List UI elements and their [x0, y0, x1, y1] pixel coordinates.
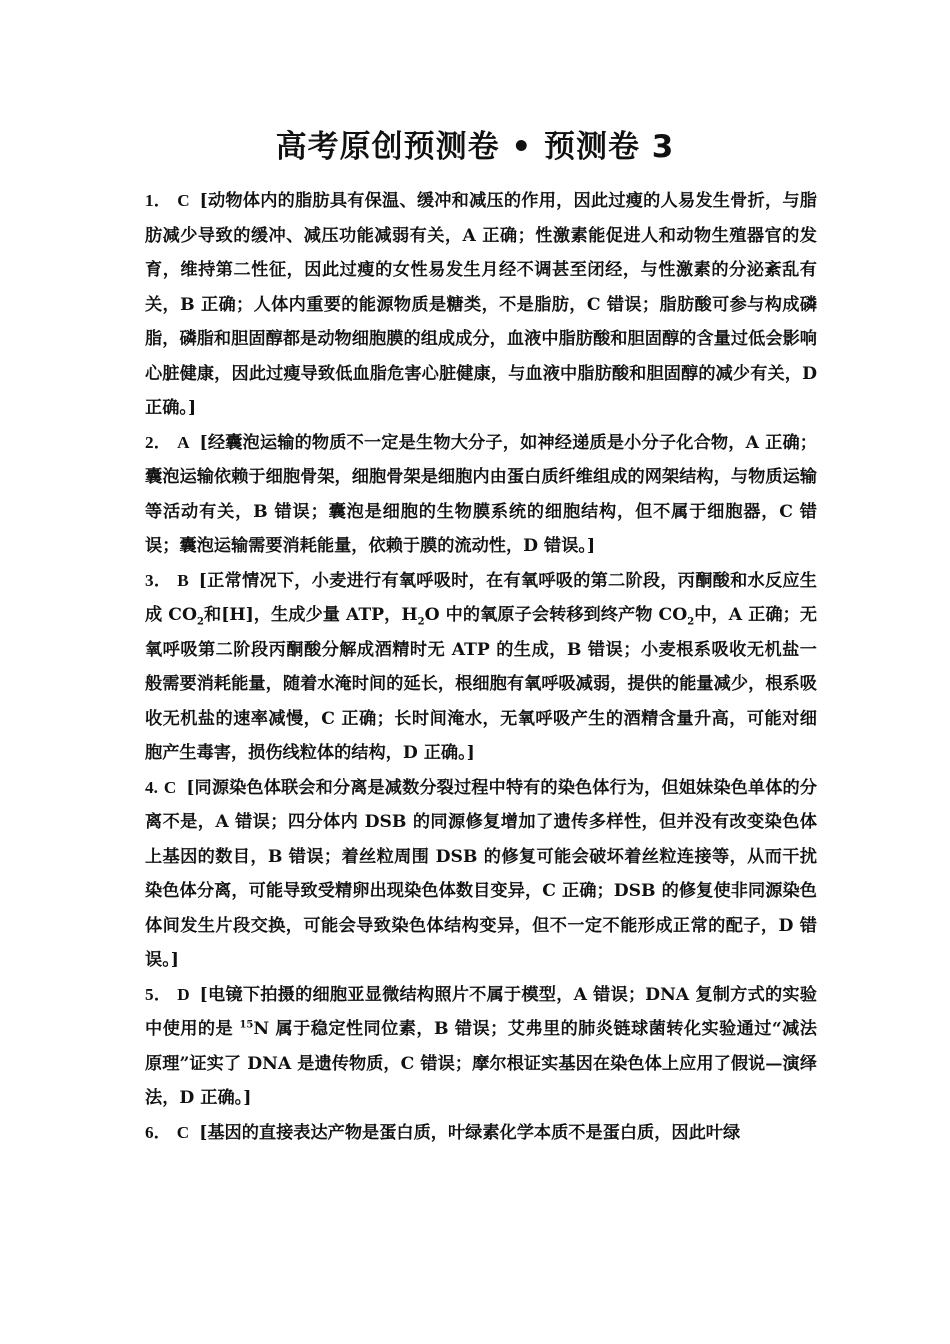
answer-option: B — [177, 570, 189, 590]
answer-option: C — [163, 777, 177, 797]
question-number: 4. — [145, 777, 158, 797]
answer-item-2 — [145, 426, 817, 564]
answer-item-3 — [145, 564, 817, 771]
question-number: 3． — [145, 570, 172, 590]
answer-explanation: [同源染色体联会和分离是减数分裂过程中特有的染色体行为，但姐妹染色单体的分离不是，A 错误；四分体内 DSB 的同源修复增加了遗传多样性，但并没有改变染色体上基因的数目，B 错误；着丝粒周围 DSB 的修复可能会破坏着丝粒连接等，从而干扰染色体分离，可能导致受精卵出现染色体数目变异，C 正确；DSB 的修复使非同源染色体间发生片段交换，可能会导致染色体结构变异，但不一定不能形成正常的配子，D 错误。] — [145, 777, 817, 970]
subscript: 2 — [196, 616, 204, 628]
answer-explanation: [动物体内的脂肪具有保温、缓冲和减压的作用，因此过瘦的人易发生骨折，与脂肪减少导致的缓冲、减压功能减弱有关，A 正确；性激素能促进人和动物生殖器官的发育，维持第二性征，因此过瘦的女性易发生月经不调甚至闭经，与性激素的分泌紊乱有关，B 正确；人体内重要的能源物质是糖类，不是脂肪，C 错误；脂肪酸可参与构成磷脂，磷脂和胆固醇都是动物细胞膜的组成成分，血液中脂肪酸和胆固醇的含量过低会影响心脏健康，因此过瘦导致低血脂危害心脏健康，与血液中脂肪酸和胆固醇的减少有关，D 正确。] — [145, 191, 817, 418]
answer-item-4 — [145, 771, 817, 978]
answer-option: C — [176, 1122, 190, 1142]
question-number: 6． — [145, 1122, 171, 1142]
answer-item-5 — [145, 978, 817, 1116]
answer-explanation-part: 和[H]，生成少量 ATP，H — [203, 605, 418, 625]
answer-explanation-part: [电镜下拍摄的细胞亚显微结构照片不属于模型，A 错误；DNA 复制方式的实验中使用的是 — [145, 984, 817, 1039]
answer-explanation: [经囊泡运输的物质不一定是生物大分子，如神经递质是小分子化合物，A 正确；囊泡运输依赖于细胞骨架，细胞骨架是细胞内由蛋白质纤维组成的网架结构，与物质运输等活动有关，B 错误；囊泡是细胞的生物膜系统的细胞结构，但不属于细胞器，C 错误；囊泡运输需要消耗能量，依赖于膜的流动性，D 错误。] — [145, 432, 817, 556]
answer-explanation-part: [正常情况下，小麦进行有氧呼吸时，在有氧呼吸的第二阶段，丙酮酸和水反应生成 CO — [145, 570, 817, 625]
answer-item-6 — [145, 1116, 817, 1151]
superscript: 15 — [239, 1019, 254, 1031]
answer-option: A — [177, 432, 190, 452]
answer-option: C — [177, 191, 190, 210]
subscript: 2 — [417, 616, 425, 628]
answer-item-1 — [145, 184, 817, 426]
subscript: 2 — [687, 616, 695, 628]
answer-explanation-part: N 属于稳定性同位素，B 错误；艾弗里的肺炎链球菌转化实验通过“减法原理”证实了 DNA 是遗传物质，C 错误；摩尔根证实基因在染色体上应用了假说—演绎法，D 正确。] — [145, 1019, 817, 1108]
page-title: 高考原创预测卷 • 预测卷 3 — [275, 129, 675, 165]
answer-explanation-part: O 中的氧原子会转移到终产物 CO — [424, 605, 688, 625]
question-number: 5． — [145, 984, 172, 1004]
answer-explanation-part: 中，A 正确；无氧呼吸第二阶段丙酮酸分解成酒精时无 ATP 的生成，B 错误；小麦根系吸收无机盐一般需要消耗能量，随着水淹时间的延长，根细胞有氧呼吸减弱，提供的能量减少，根系吸收无机盐的速率减慢，C 正确；长时间淹水，无氧呼吸产生的酒精含量升高，可能对细胞产生毒害，损伤线粒体的结构，D 正确。] — [145, 605, 818, 763]
answer-list — [145, 184, 817, 1150]
question-number: 2． — [145, 432, 172, 452]
answer-option: D — [177, 984, 190, 1004]
question-number: 1． — [145, 191, 172, 210]
answer-explanation: [基因的直接表达产物是蛋白质，叶绿素化学本质不是蛋白质，因此叶绿 — [199, 1122, 741, 1143]
